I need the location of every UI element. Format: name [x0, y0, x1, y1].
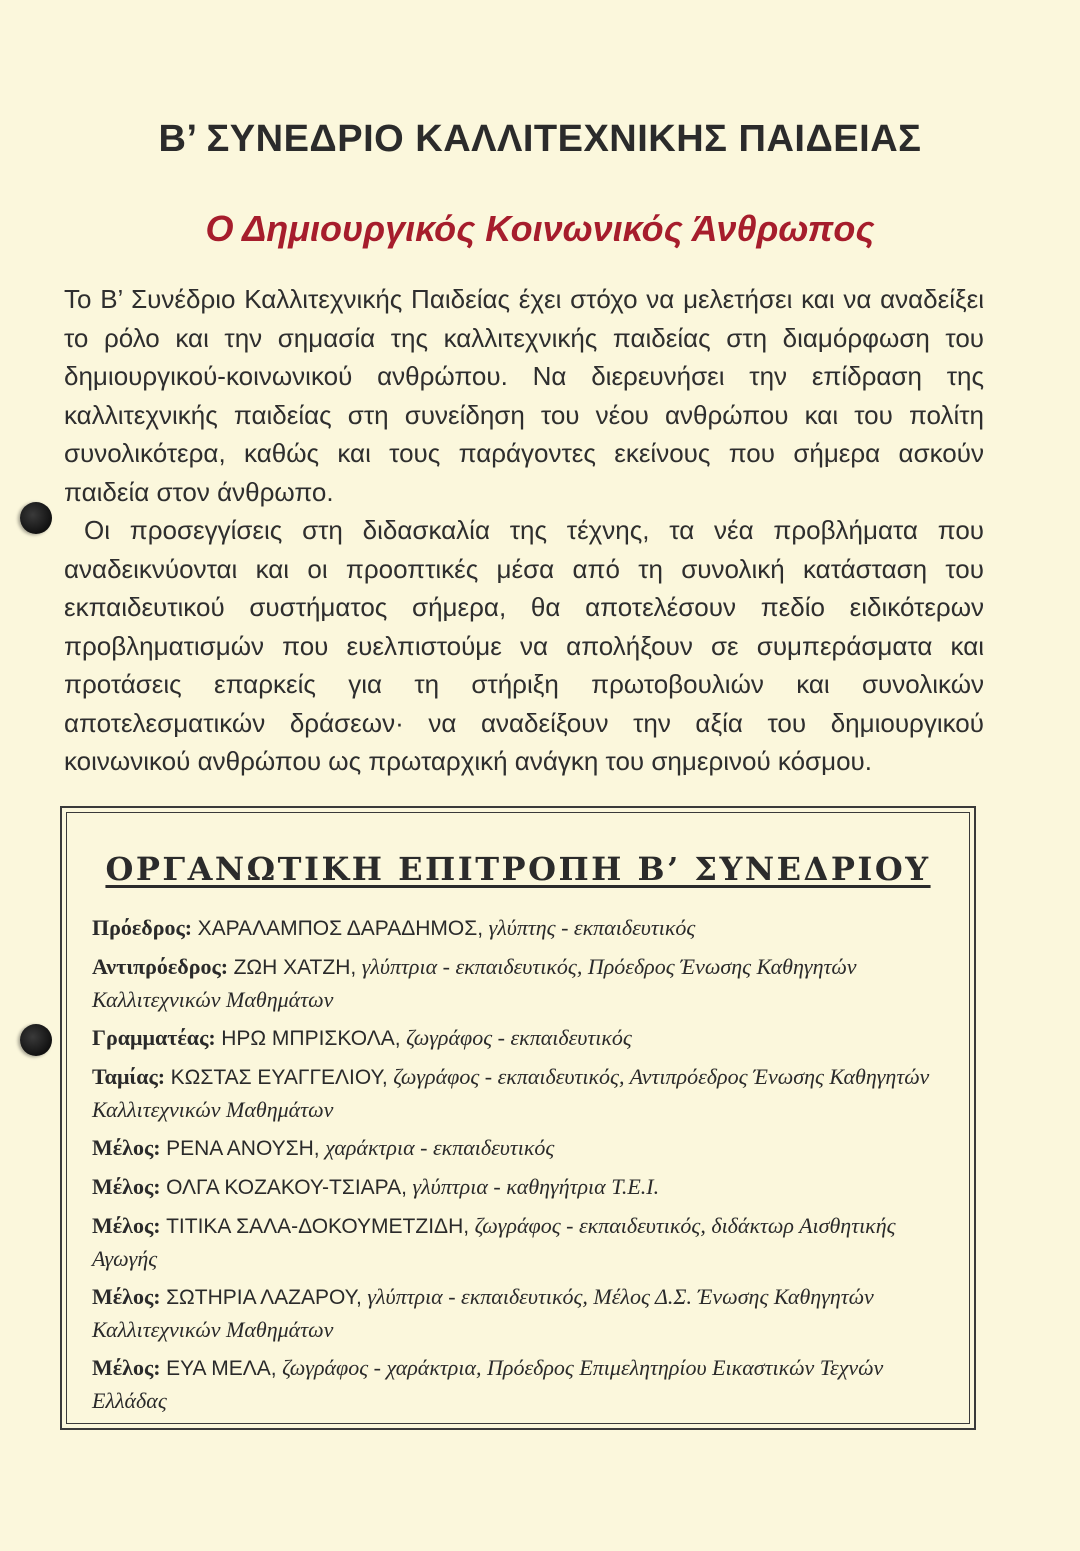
committee-box	[60, 806, 976, 1430]
member-role: Μέλος:	[92, 1355, 161, 1380]
member-role: Αντιπρόεδρος:	[92, 954, 229, 979]
member-name: ΗΡΩ ΜΠΡΙΣΚΟΛΑ,	[221, 1027, 401, 1050]
member-description: ζωγράφος - εκπαιδευτικός, διδάκτωρ Αισθητικής Αγωγής	[92, 1213, 896, 1271]
member-description: γλύπτρια - εκπαιδευτικός, Πρόεδρος Ένωσης Καθηγητών Καλλιτεχνικών Μαθημάτων	[92, 954, 857, 1012]
member-name: ΣΩΤΗΡΙΑ ΛΑΖΑΡΟΥ,	[166, 1286, 362, 1309]
committee-member	[92, 1132, 944, 1165]
committee-title: ΟΡΓΑΝΩΤΙΚΗ ΕΠΙΤΡΟΠΗ Β’ ΣΥΝΕΔΡΙΟΥ	[105, 850, 931, 888]
member-role: Μέλος:	[92, 1284, 161, 1309]
member-name: ΟΛΓΑ ΚΟΖΑΚΟΥ-ΤΣΙΑΡΑ,	[166, 1176, 407, 1199]
member-name: ΚΩΣΤΑΣ ΕΥΑΓΓΕΛΙΟΥ,	[170, 1066, 388, 1089]
member-role: Ταμίας:	[92, 1064, 166, 1089]
committee-member	[92, 1210, 944, 1275]
page-title: Β’ ΣΥΝΕΔΡΙΟ ΚΑΛΛΙΤΕΧΝΙΚΗΣ ΠΑΙΔΕΙΑΣ	[158, 118, 922, 160]
intro-text	[64, 280, 984, 781]
committee-member-list	[92, 912, 944, 1423]
member-description: ζωγράφος - χαράκτρια, Πρόεδρος Επιμελητηρίου Εικαστικών Τεχνών Ελλάδας	[92, 1355, 884, 1413]
member-description: γλύπτρια - καθηγήτρια Τ.Ε.Ι.	[412, 1174, 660, 1199]
member-role: Μέλος:	[92, 1174, 161, 1199]
committee-member	[92, 1022, 944, 1055]
committee-member	[92, 951, 944, 1016]
member-description: γλύπτρια - εκπαιδευτικός, Μέλος Δ.Σ. Ένωσης Καθηγητών Καλλιτεχνικών Μαθημάτων	[92, 1284, 874, 1342]
binder-hole-top	[20, 502, 52, 534]
binder-hole-bottom	[20, 1024, 52, 1056]
member-role: Μέλος:	[92, 1213, 161, 1238]
member-name: ΕΥΑ ΜΕΛΑ,	[166, 1357, 277, 1380]
committee-member	[92, 912, 944, 945]
member-role: Γραμματέας:	[92, 1025, 216, 1050]
committee-member	[92, 1281, 944, 1346]
committee-member	[92, 1061, 944, 1126]
member-description: γλύπτης - εκπαιδευτικός	[488, 915, 696, 940]
intro-paragraph-1: Το Β’ Συνέδριο Καλλιτεχνικής Παιδείας έχει στόχο να μελετήσει και να αναδείξει το ρόλο και την σημασία της καλλιτεχνικής παιδείας στη διαμόρφωση του δημιουργικού-κοινωνικού ανθρώπου. Να διερευνήσει την επίδραση της καλλιτεχνικής παιδείας στη συνείδηση του νέου ανθρώπου και του πολίτη συνολικότερα, καθώς και τους παράγοντες εκείνους που σήμερα ασκούν παιδεία στον άνθρωπο.	[64, 284, 984, 507]
member-description: ζωγράφος - εκπαιδευτικός	[406, 1025, 632, 1050]
member-role: Μέλος:	[92, 1135, 161, 1160]
member-name: ΤΙΤΙΚΑ ΣΑΛΑ-ΔΟΚΟΥΜΕΤΖΙΔΗ,	[166, 1215, 470, 1238]
member-name: ΧΑΡΑΛΑΜΠΟΣ ΔΑΡΑΔΗΜΟΣ,	[197, 917, 484, 940]
member-role: Πρόεδρος:	[92, 915, 193, 940]
committee-member	[92, 1171, 944, 1204]
member-name: ΖΩΗ ΧΑΤΖΗ,	[233, 956, 357, 979]
member-description: χαράκτρια - εκπαιδευτικός	[325, 1135, 555, 1160]
page-subtitle: Ο Δημιουργικός Κοινωνικός Άνθρωπος	[205, 208, 875, 249]
member-description: ζωγράφος - εκπαιδευτικός, Αντιπρόεδρος Ένωσης Καθηγητών Καλλιτεχνικών Μαθημάτων	[92, 1064, 930, 1122]
intro-paragraph-2: Οι προσεγγίσεις στη διδασκαλία της τέχνης, τα νέα προβλήματα που αναδεικνύονται και οι προοπτικές μέσα από τη συνολική κατάσταση του εκπαιδευτικού συστήματος σήμερα, θα αποτελέσουν πεδίο ειδικότερων προβληματισμών που ευελπιστούμε να απολήξουν σε συμπεράσματα και προτάσεις επαρκείς για τη στήριξη πρωτοβουλιών και συνολικών αποτελεσματικών δράσεων· να αναδείξουν την αξία του δημιουργικού κοινωνικού ανθρώπου ως πρωταρχική ανάγκη του σημερινού κόσμου.	[64, 515, 984, 776]
member-name: ΡΕΝΑ ΑΝΟΥΣΗ,	[166, 1137, 320, 1160]
committee-member	[92, 1352, 944, 1417]
